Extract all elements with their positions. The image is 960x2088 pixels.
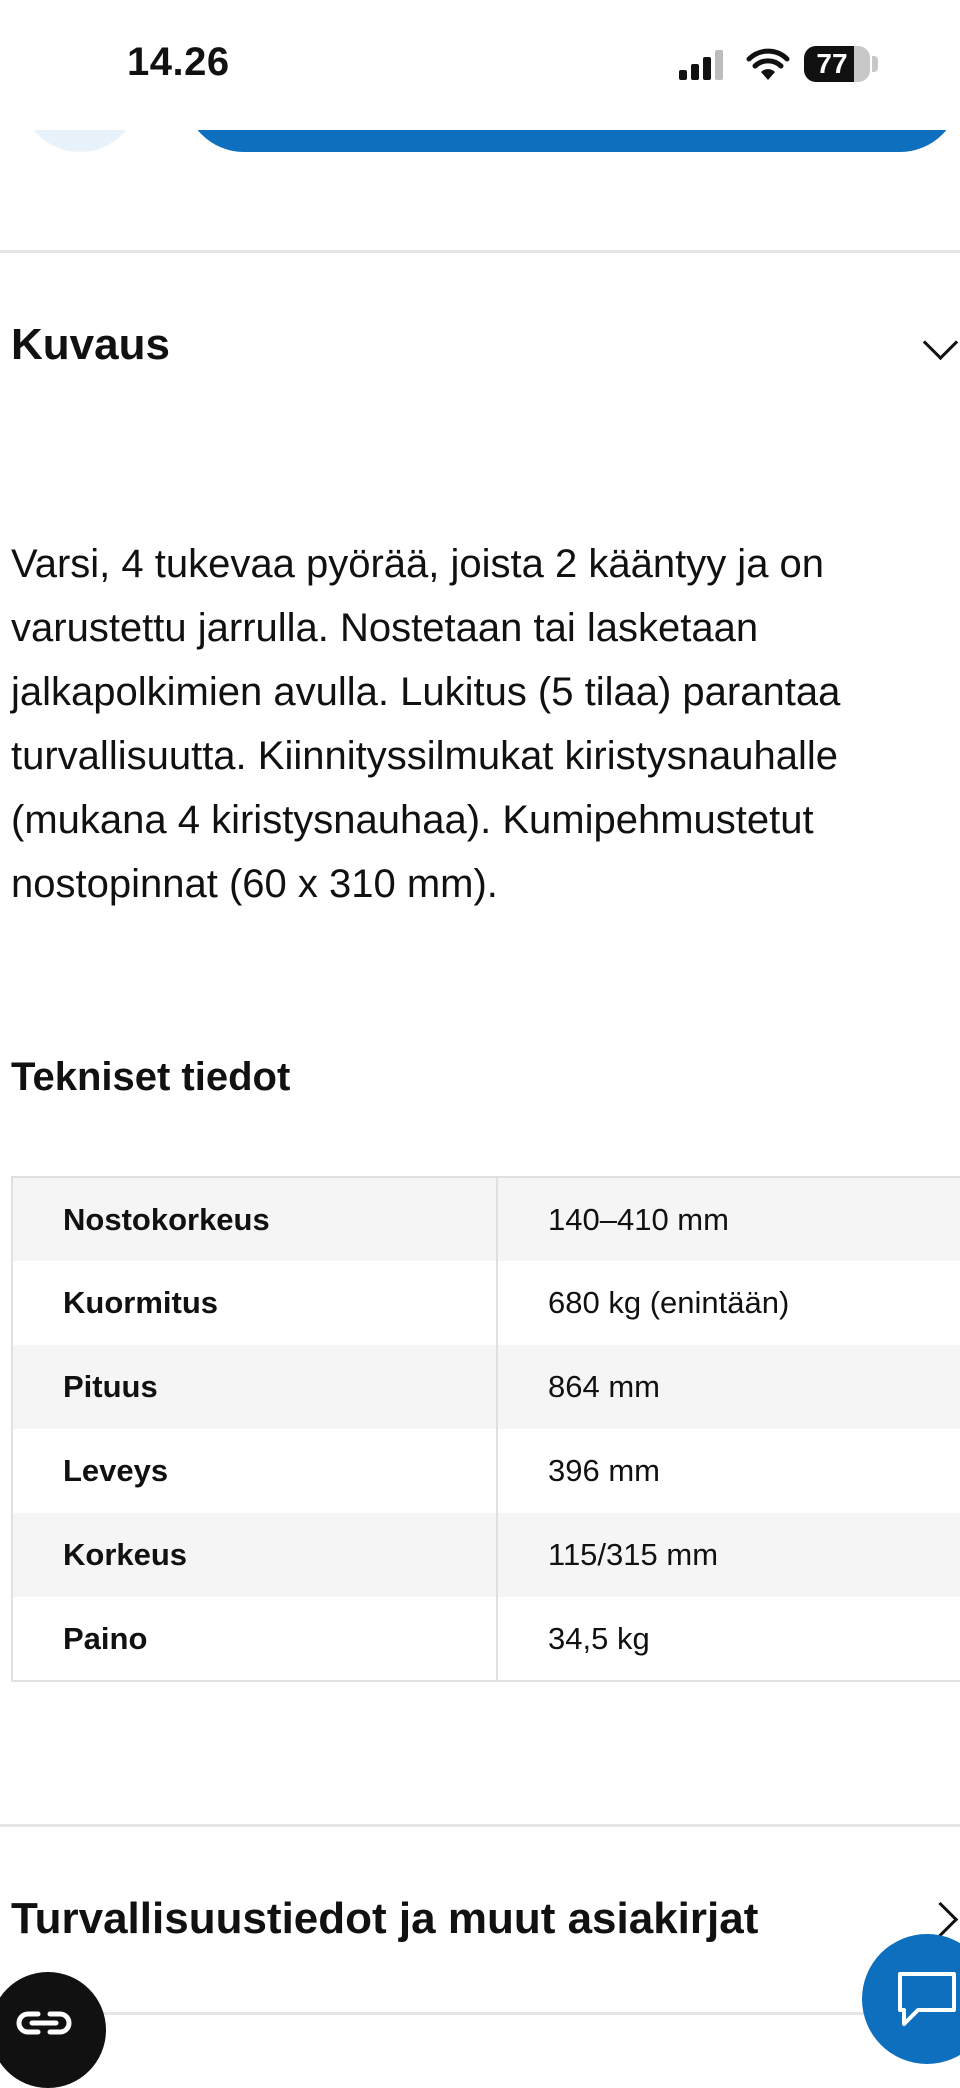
cellular-signal-icon: [679, 50, 729, 80]
divider: [0, 250, 960, 253]
spec-value: 34,5 kg: [497, 1597, 960, 1681]
spec-row: [12, 1513, 960, 1597]
specs-title: Tekniset tiedot: [11, 1055, 291, 1099]
spec-value: 140–410 mm: [497, 1177, 960, 1261]
spec-label: Paino: [12, 1597, 497, 1681]
divider: [0, 2012, 960, 2015]
spec-row: [12, 1261, 960, 1345]
safety-docs-title[interactable]: Turvallisuustiedot ja muut asiakirjat: [11, 1894, 759, 1943]
chat-bubble-icon: [896, 1970, 958, 2028]
battery-level: 77: [816, 48, 848, 79]
spec-label: Pituus: [12, 1345, 497, 1429]
chevron-right-icon[interactable]: [923, 1902, 958, 1937]
chat-button[interactable]: [862, 1934, 960, 2064]
battery-icon: [804, 46, 870, 82]
accessibility-button[interactable]: [0, 1972, 106, 2088]
chevron-down-icon[interactable]: [923, 325, 958, 360]
spec-value: 396 mm: [497, 1429, 960, 1513]
spec-value: 115/315 mm: [497, 1513, 960, 1597]
spec-row: [12, 1177, 960, 1261]
spec-value: 864 mm: [497, 1345, 960, 1429]
specs-table: [11, 1176, 960, 1682]
spec-row: [12, 1345, 960, 1429]
description-section-title[interactable]: Kuvaus: [11, 320, 170, 369]
accessibility-icon: [12, 2006, 76, 2040]
divider: [0, 1824, 960, 1827]
spec-row: [12, 1597, 960, 1681]
spec-label: Nostokorkeus: [12, 1177, 497, 1261]
wifi-icon: [746, 48, 790, 82]
spec-value: 680 kg (enintään): [497, 1261, 960, 1345]
spec-label: Leveys: [12, 1429, 497, 1513]
status-time: 14.26: [127, 40, 230, 84]
spec-label: Kuormitus: [12, 1261, 497, 1345]
battery-nub: [872, 56, 878, 72]
status-bar: [0, 0, 960, 130]
product-description: Varsi, 4 tukevaa pyörää, joista 2 kääntyy ja on varustettu jarrulla. Nostetaan tai lasketaan jalkapolkimien avulla. Lukitus (5 tilaa) parantaa turvallisuutta. Kiinnityssilmukat kiristysnauhalle (mukana 4 kiristysnauhaa). Kumipehmustetut nostopinnat (60 x 310 mm).: [11, 542, 841, 906]
spec-label: Korkeus: [12, 1513, 497, 1597]
spec-row: [12, 1429, 960, 1513]
